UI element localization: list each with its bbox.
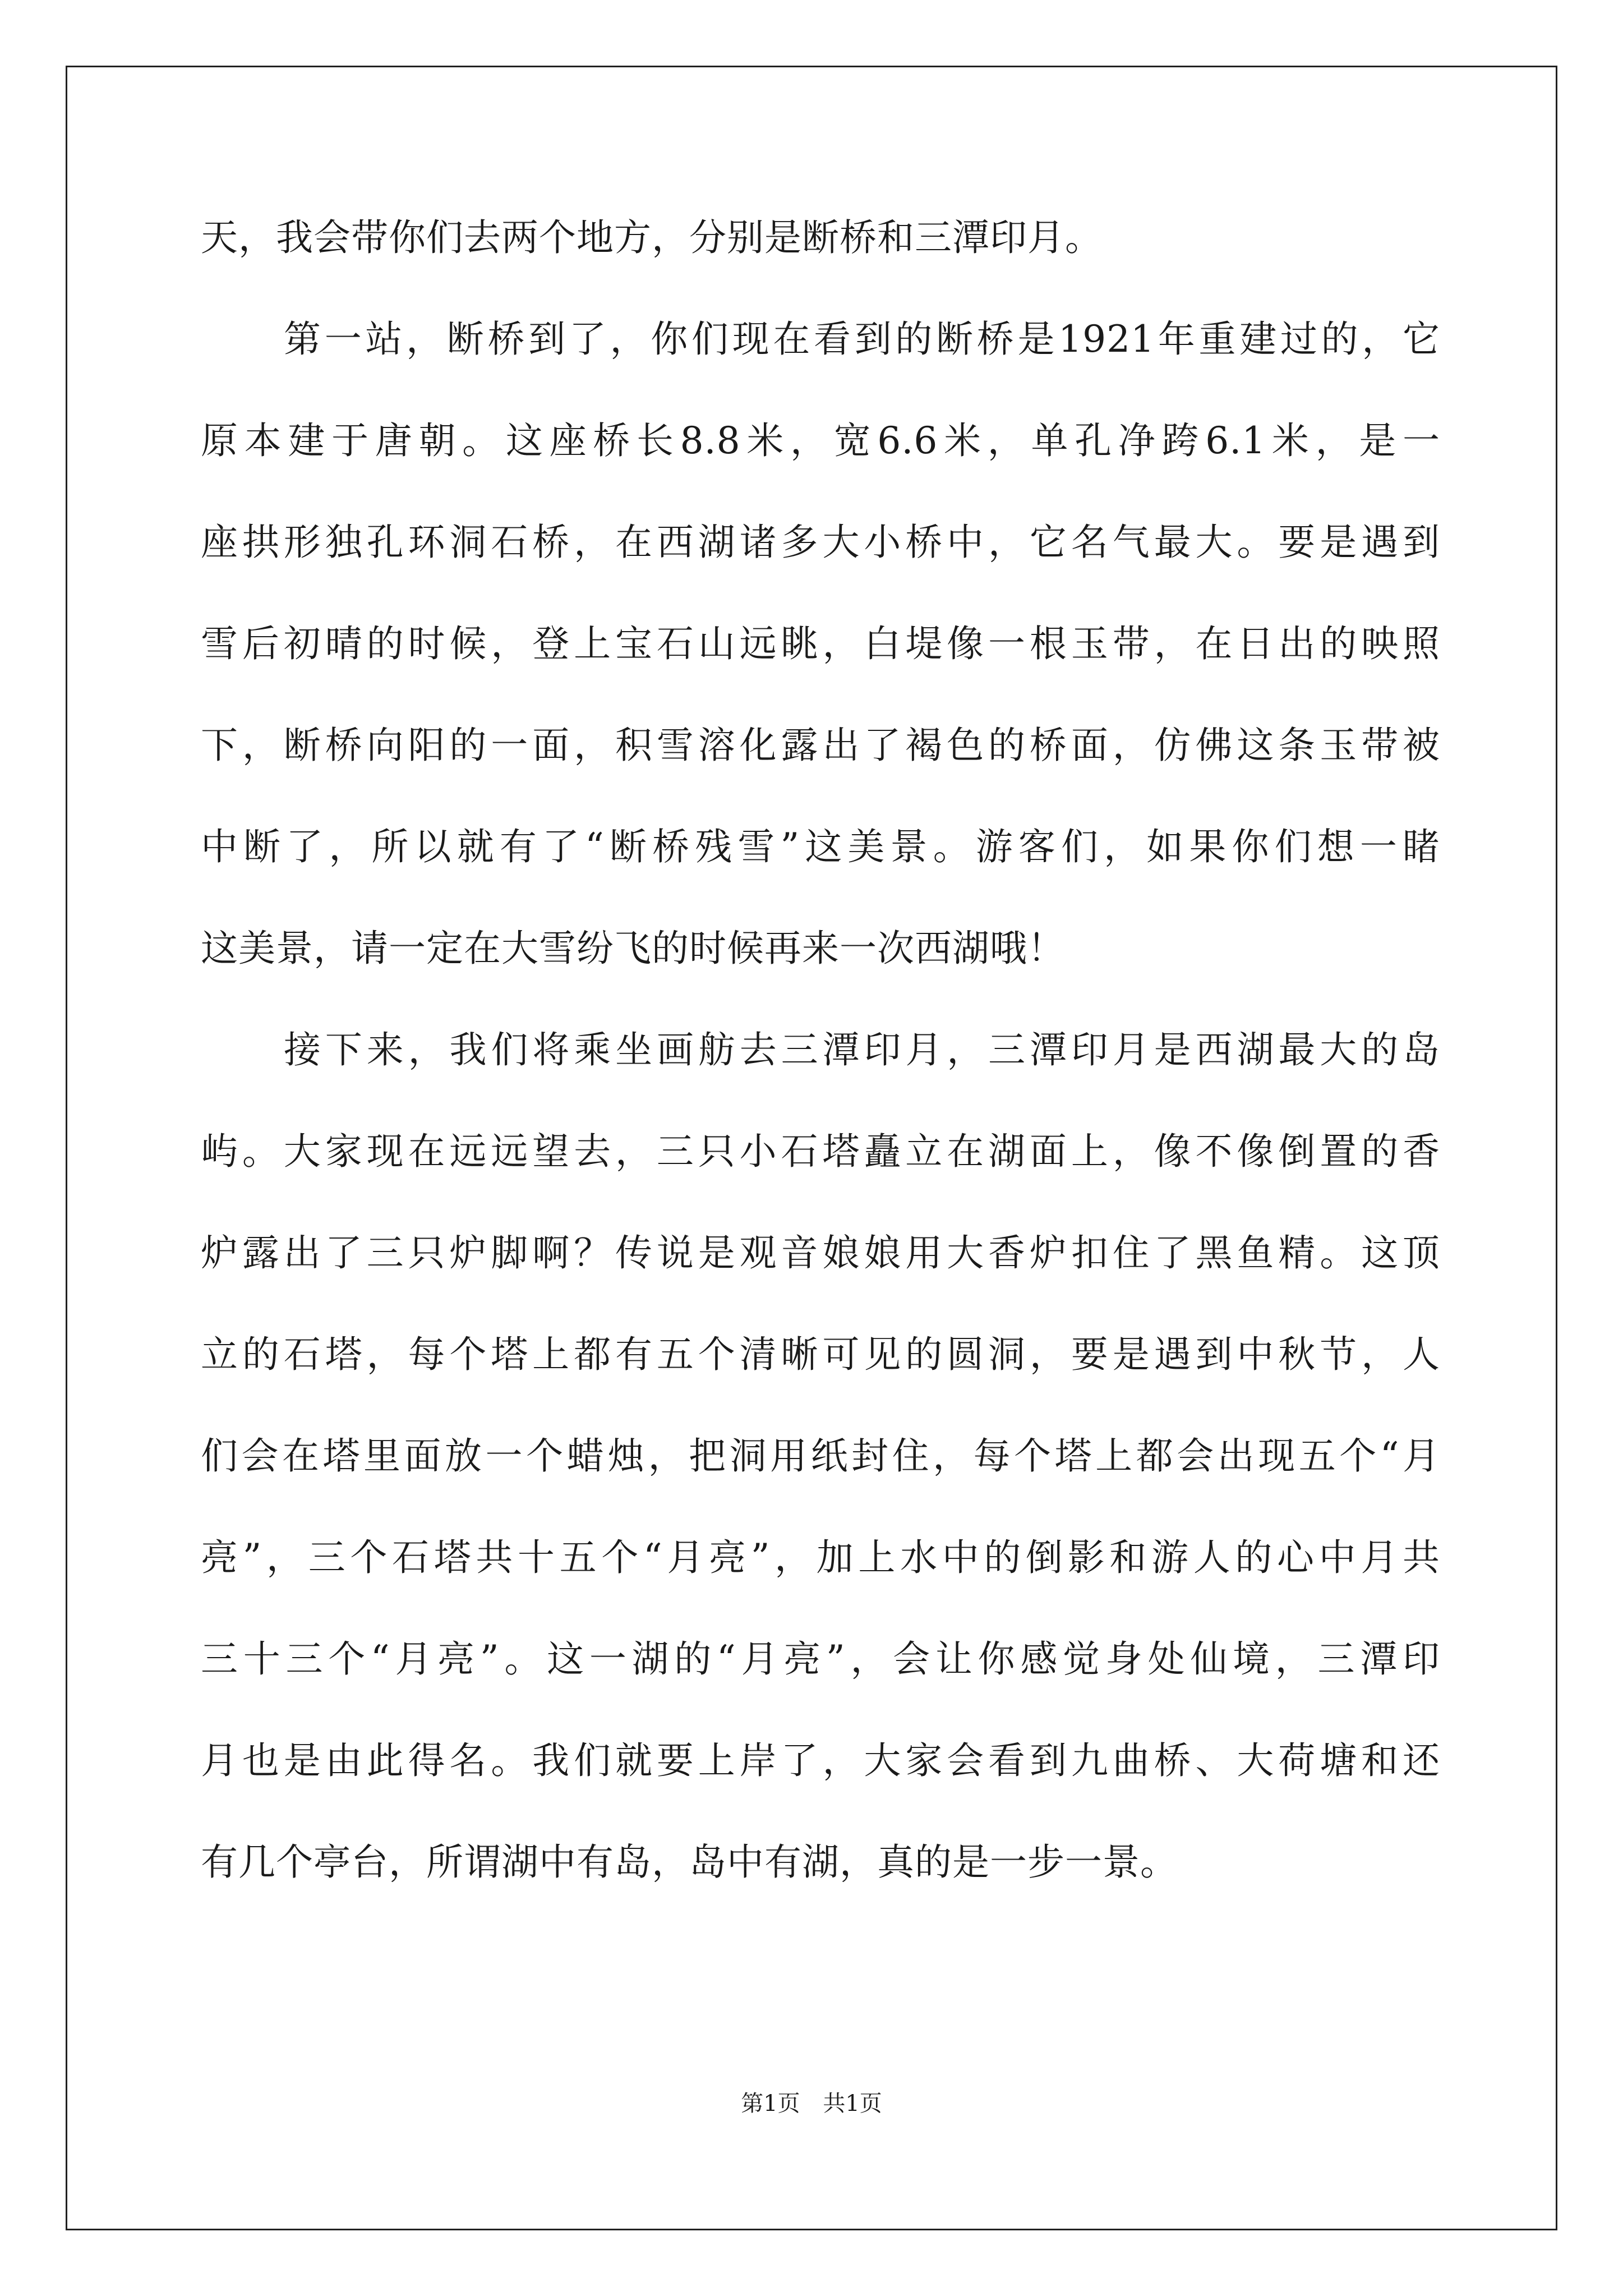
text-line: 中断了，所以就有了“断桥残雪”这美景。游客们，如果你们想一睹 — [201, 825, 1440, 868]
page-footer — [0, 2087, 1623, 2120]
text-line: 原本建于唐朝。这座桥长8.8米，宽6.6米，单孔净跨6.1米，是一 — [201, 419, 1440, 462]
text-line: 下，断桥向阳的一面，积雪溶化露出了褐色的桥面，仿佛这条玉带被 — [201, 724, 1440, 767]
text-line: 第一站，断桥到了，你们现在看到的断桥是1921年重建过的，它 — [284, 318, 1440, 361]
text-line: 月也是由此得名。我们就要上岸了，大家会看到九曲桥、大荷塘和还 — [201, 1739, 1440, 1782]
text-line: 天，我会带你们去两个地方，分别是断桥和三潭印月。 — [201, 216, 1103, 259]
text-line: 立的石塔，每个塔上都有五个清晰可见的圆洞，要是遇到中秋节，人 — [201, 1333, 1440, 1376]
page-number-current: 第1页 — [741, 2091, 800, 2116]
text-line: 三十三个“月亮”。这一湖的“月亮”，会让你感觉身处仙境，三潭印 — [201, 1637, 1440, 1681]
text-line: 这美景，请一定在大雪纷飞的时候再来一次西湖哦！ — [201, 927, 1065, 970]
text-line: 屿。大家现在远远望去，三只小石塔矗立在湖面上，像不像倒置的香 — [201, 1130, 1440, 1173]
text-line: 们会在塔里面放一个蜡烛，把洞用纸封住，每个塔上都会出现五个“月 — [201, 1434, 1440, 1478]
text-line: 炉露出了三只炉脚啊？传说是观音娘娘用大香炉扣住了黑鱼精。这顶 — [201, 1231, 1440, 1274]
document-body — [201, 206, 1440, 1932]
text-line: 亮”，三个石塔共十五个“月亮”，加上水中的倒影和游人的心中月共 — [201, 1536, 1440, 1579]
text-line: 座拱形独孔环洞石桥，在西湖诸多大小桥中，它名气最大。要是遇到 — [201, 521, 1440, 564]
page-number-total: 共1页 — [823, 2091, 882, 2116]
text-line: 有几个亭台，所谓湖中有岛，岛中有湖，真的是一步一景。 — [201, 1841, 1178, 1884]
text-line: 接下来，我们将乘坐画舫去三潭印月，三潭印月是西湖最大的岛 — [284, 1028, 1440, 1071]
text-line: 雪后初晴的时候，登上宝石山远眺，白堤像一根玉带，在日出的映照 — [201, 622, 1440, 665]
